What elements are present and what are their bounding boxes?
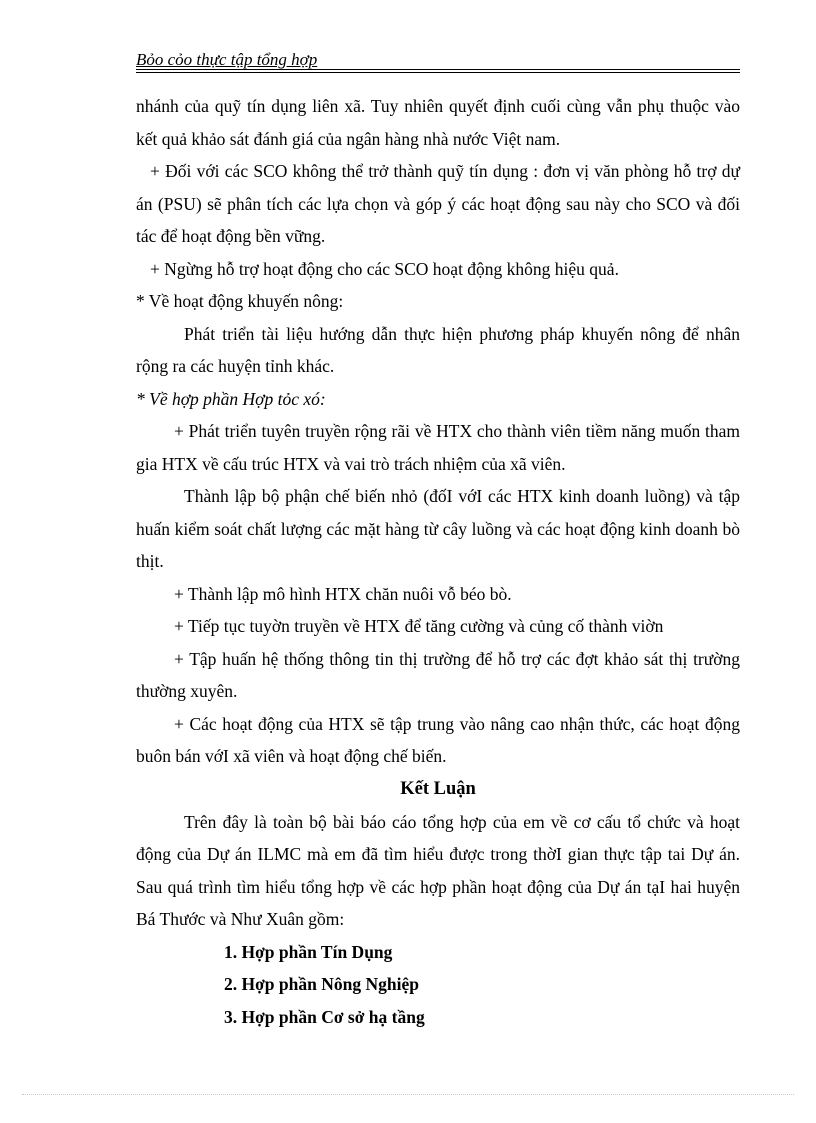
component-list — [136, 936, 740, 1034]
footer-rule — [22, 1094, 794, 1095]
section-heading: * Về hoạt động khuyến nông: — [136, 291, 344, 311]
section-heading: * Về hợp phần Hợp tỏc xó: — [136, 388, 326, 409]
paragraph: Phát triển tài liệu hướng dẫn thực hiện phương pháp khuyến nông để nhân rộng ra các huyện tỉnh khác. — [136, 323, 740, 376]
list-item: 1. Hợp phần Tín Dụng — [224, 941, 393, 962]
paragraph: + Tiếp tục tuyờn truyền về HTX để tăng cường và củng cố thành viờn — [174, 616, 664, 636]
header-rule-thick — [136, 69, 740, 70]
paragraph: + Ngừng hỗ trợ hoạt động cho các SCO hoạt động không hiệu quả. — [150, 258, 619, 279]
paragraph: nhánh của quỹ tín dụng liên xã. Tuy nhiên quyết định cuối cùng vẫn phụ thuộc vào kết quả khảo sát đánh giá của ngân hàng nhà nước Việt nam. — [136, 96, 740, 149]
paragraph: + Phát triển tuyên truyền rộng rãi về HTX cho thành viên tiềm năng muốn tham gia HTX về cấu trúc HTX và vai trò trách nhiệm của xã viên. — [136, 421, 740, 474]
document-body — [136, 90, 740, 1033]
list-item: 2. Hợp phần Nông Nghiệp — [224, 974, 419, 994]
paragraph: Trên đây là toàn bộ bài báo cáo tổng hợp của em về cơ cấu tổ chức và hoạt động của Dự án ILMC mà em đã tìm hiểu được trong thờI gian thực tập tai Dự án. Sau quá trình tìm hiểu tổng hợp về các hợp phần hoạt động của Dự án tạI hai huyện Bá Thước và Như Xuân gồm: — [136, 811, 740, 929]
paragraph: + Các hoạt động của HTX sẽ tập trung vào nâng cao nhận thức, các hoạt động buôn bán vớI xã viên và hoạt động chế biến. — [136, 713, 740, 766]
header-rule-thin — [136, 72, 740, 73]
paragraph: + Tập huấn hệ thống thông tin thị trường để hỗ trợ các đợt khảo sát thị trường thường xuyên. — [136, 648, 740, 701]
conclusion-title: Kết Luận — [400, 778, 476, 799]
paragraph: + Thành lập mô hình HTX chăn nuôi vỗ béo bò. — [174, 583, 512, 604]
paragraph: Thành lập bộ phận chế biến nhỏ (đốI vớI các HTX kinh doanh luồng) và tập huấn kiểm soát chất lượng các mặt hàng từ cây luồng và các hoạt động kinh doanh bò thịt. — [136, 486, 740, 571]
paragraph: + Đối với các SCO không thể trở thành quỹ tín dụng : đơn vị văn phòng hỗ trợ dự án (PSU) sẽ phân tích các lựa chọn và góp ý các hoạt động sau này cho SCO và đối tác để hoạt động bền vững. — [136, 161, 740, 246]
page-header-title: Bỏo cỏo thực tập tổng hợp — [136, 50, 318, 69]
list-item: 3. Hợp phần Cơ sở hạ tầng — [224, 1006, 425, 1027]
